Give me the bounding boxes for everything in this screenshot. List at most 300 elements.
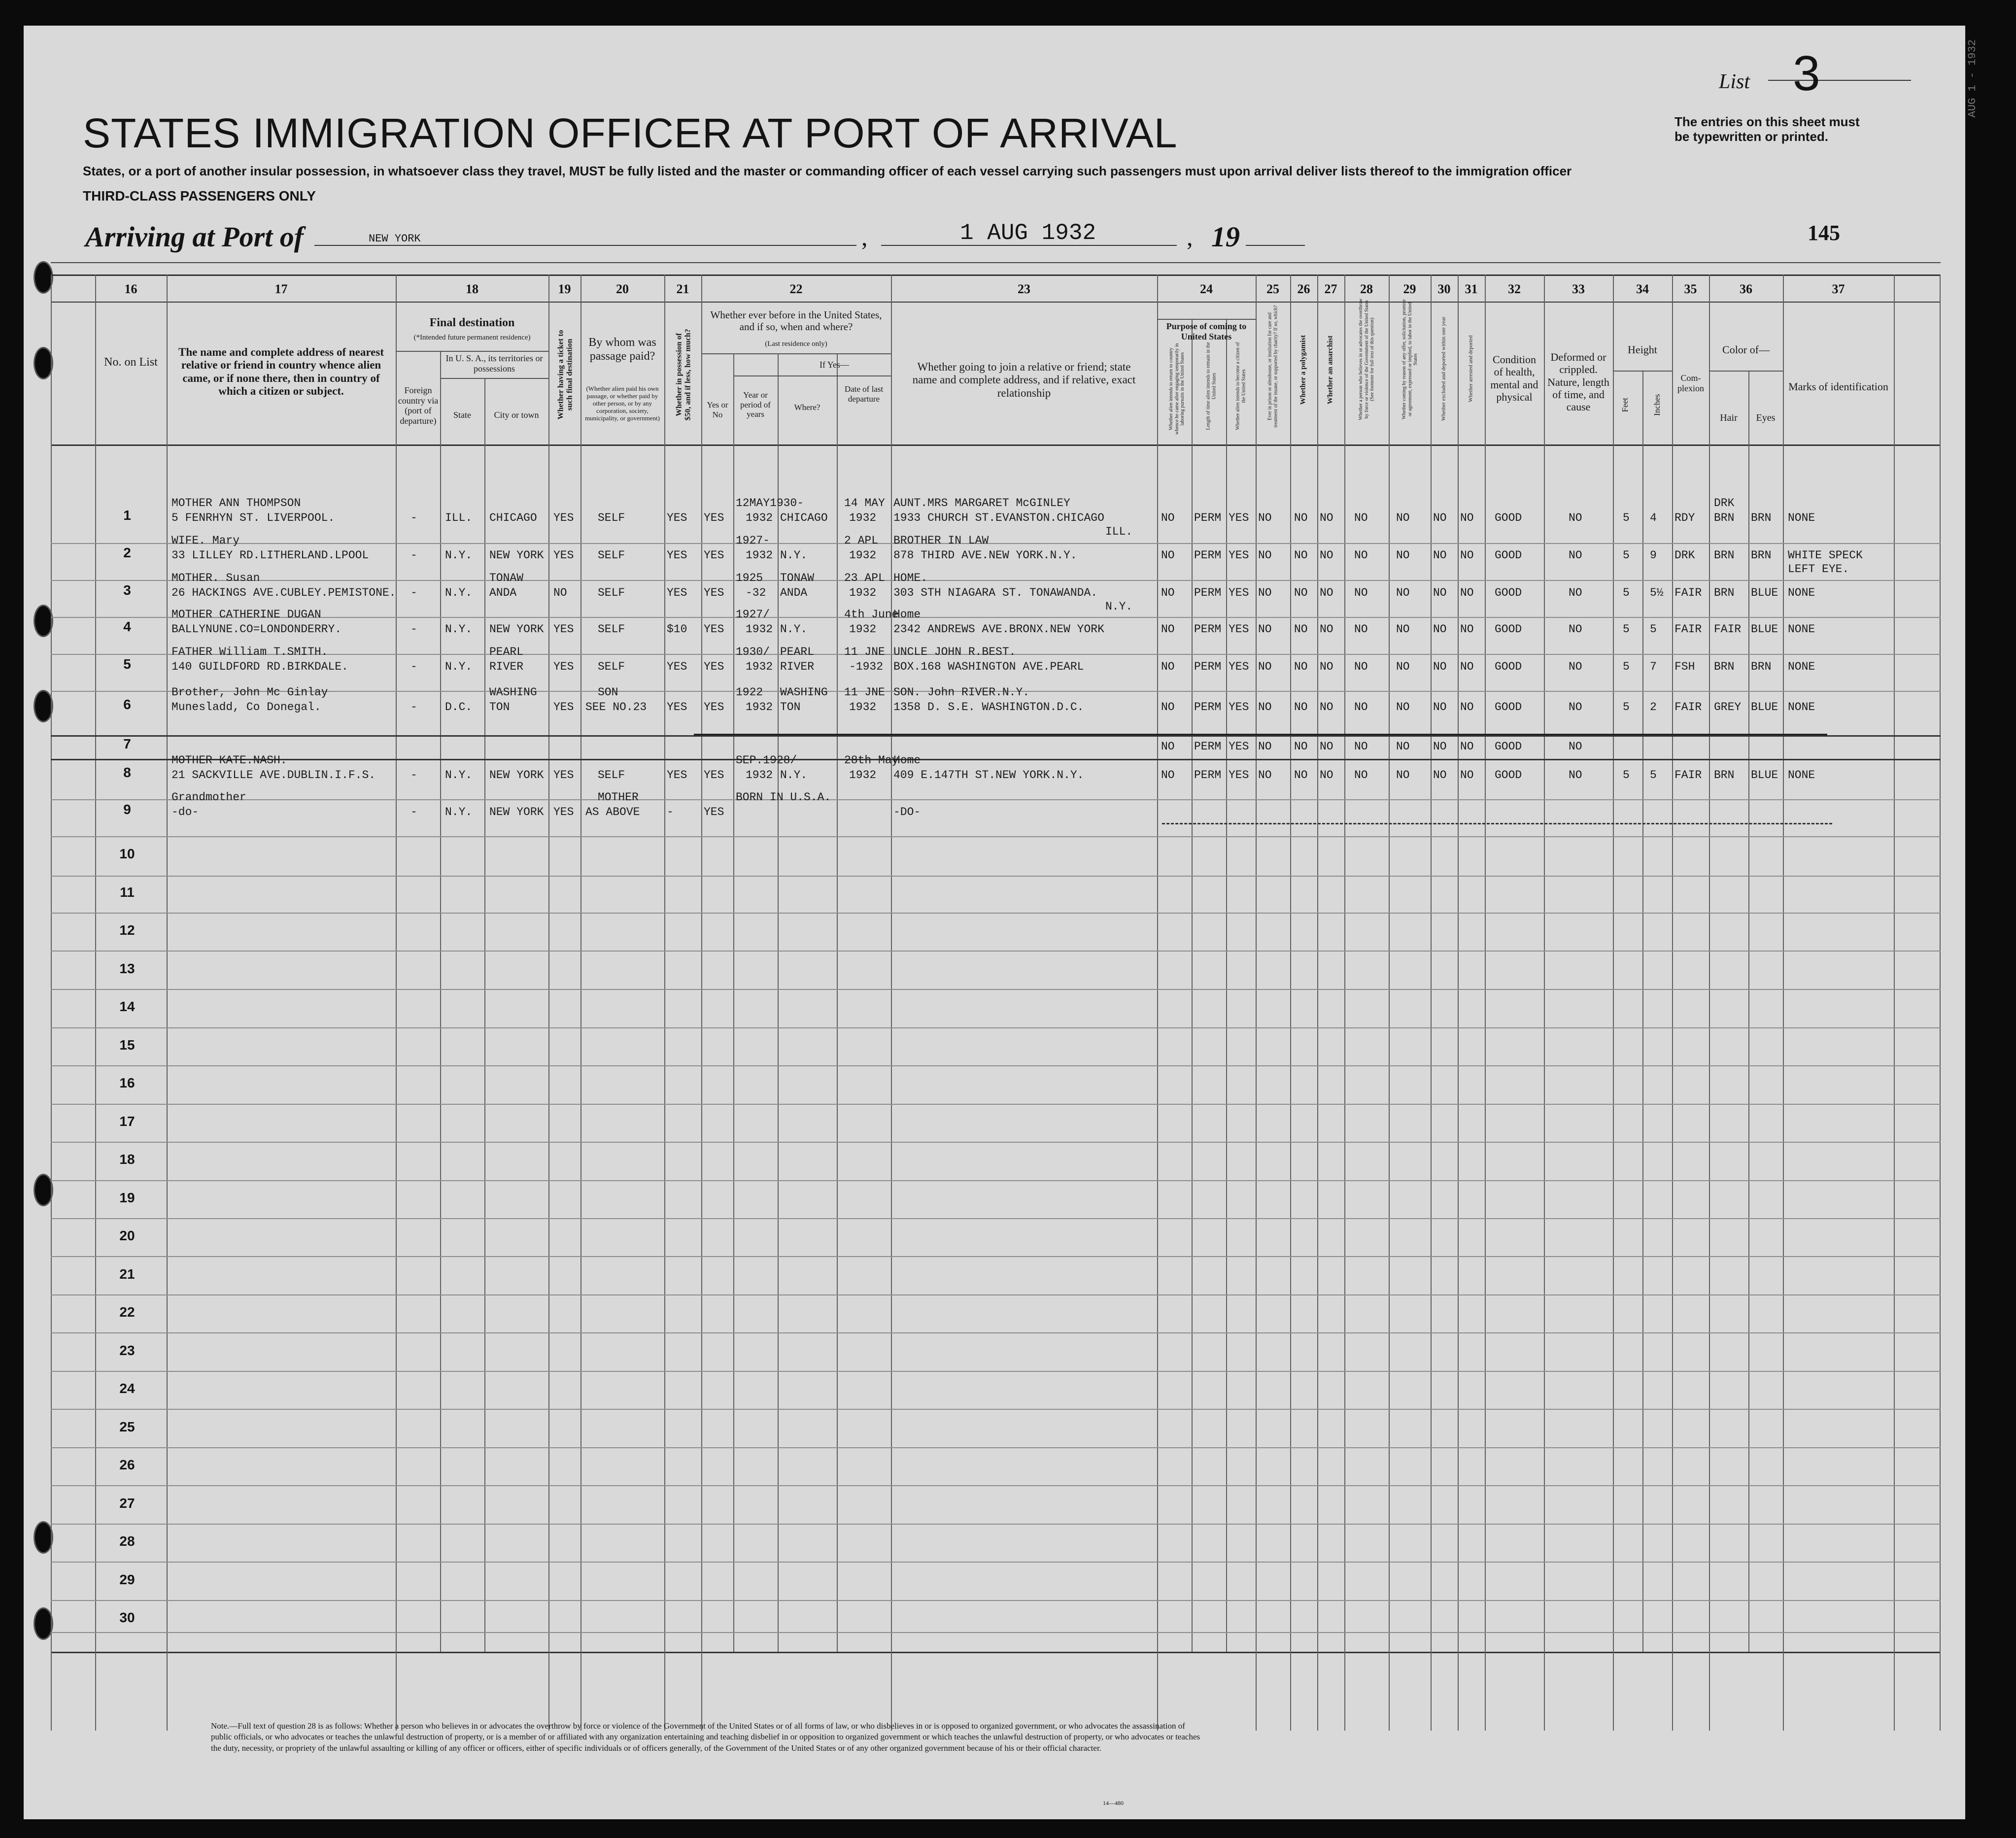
where-2: TON [780,701,801,714]
row-number: 22 [119,1304,135,1320]
years-2: 1932 [746,623,773,636]
header-q28: Whether a person who believes in or advocates the overthrow by force or violence of the Government of the United States (See footnote for full text of this question) [1358,298,1375,420]
joining-2: 303 STH NIAGARA ST. TONAWANDA. [893,586,1098,599]
years-2: 1932 [746,660,773,673]
header-eyes: Eyes [1756,412,1776,423]
header-purpose: Purpose of coming to United States [1166,321,1247,341]
col-num-23: 23 [1018,282,1030,296]
header-color-of: Color of— [1722,343,1770,356]
row-rule [51,989,1941,990]
p-a: NO [1161,769,1175,782]
header-city: City or town [494,410,539,420]
q28: NO [1354,586,1368,599]
col-num-31: 31 [1465,282,1478,296]
col-num-33: 33 [1572,282,1585,296]
col-rule [778,353,779,1652]
header-purpose-a: Whether alien intends to return to country whence he came after engaging temporarily in laboring pursuits in the United States [1168,343,1185,435]
ticket: YES [553,806,574,818]
row-rule [51,1447,1941,1448]
row-number: 8 [123,765,131,780]
year-underline [1246,245,1305,246]
col-rule [701,274,702,1731]
q31: NO [1460,511,1474,524]
city: TONAW [489,572,524,584]
q31: NO [1460,701,1474,714]
q30: NO [1433,769,1447,782]
passage-paid: SON [598,686,618,699]
header-marks: Marks of identification [1788,380,1888,393]
joining-2: 2342 ANDREWS AVE.BRONX.NEW YORK [893,623,1104,636]
possession-50: $10 [667,623,687,636]
passage-paid: SELF [598,660,625,673]
relative-name: Brother, John Mc Ginlay [171,686,328,699]
p-a: NO [1161,511,1175,524]
possession-50: YES [667,701,687,714]
col-rule [1485,274,1486,1731]
header-complexion: Com-plexion [1677,373,1704,393]
joining-3: ILL. [1105,525,1133,538]
hair-2: BRN [1714,511,1735,524]
header-condition: Condition of health, mental and physical [1490,353,1538,403]
complexion: FAIR [1674,623,1702,636]
q28: NO [1354,740,1368,753]
eyes: BRN [1751,660,1772,673]
health: GOOD [1495,623,1522,636]
eyes: BLUE [1751,769,1778,782]
relative-address: 140 GUILDFORD RD.BIRKDALE. [171,660,348,673]
col-rule [1389,274,1390,1731]
row-number: 17 [119,1113,135,1129]
row-number: 20 [119,1228,135,1243]
col-rule [1344,274,1345,1731]
where: TONAW [780,572,815,584]
header-in-usa: In U. S. A., its territories or possessions [445,353,543,374]
q30: NO [1433,660,1447,673]
col-rule [1642,371,1643,1652]
where: CHICAGO [780,511,828,524]
row-rule [51,617,1941,618]
entries-note-2: be typewritten or printed. [1674,129,1829,144]
row-rule [51,1218,1941,1219]
col-rule [548,274,549,1731]
q27: NO [1320,769,1333,782]
last-departure: 2 APL [844,534,879,547]
city: CHICAGO [489,511,537,524]
q27: NO [1320,740,1333,753]
passage-paid: MOTHER [598,791,639,804]
row-rule [51,1294,1941,1295]
header-polygamist: Whether a polygamist [1299,335,1307,405]
col-num-34: 34 [1636,282,1649,296]
subheader-rule [1157,319,1256,320]
row-number: 30 [119,1610,135,1625]
col-rule [1157,274,1158,1731]
col-num-24: 24 [1200,282,1213,296]
year-label: 19 [1211,221,1240,253]
q26: NO [1294,549,1308,562]
joining-1: HOME. [893,572,928,584]
hair-2: FAIR [1714,623,1742,636]
possession-50: - [667,806,674,818]
years: 1925 [736,572,763,584]
passage-paid-2: SEE NO.23 [585,701,647,714]
feet: 5 [1623,511,1630,524]
margin-stamp: AUG 1 - 1932 [1966,39,1979,118]
p-a: NO [1161,740,1175,753]
city: NEW YORK [489,549,544,562]
q26: NO [1294,660,1308,673]
eyes: BLUE [1751,586,1778,599]
state: N.Y. [445,586,473,599]
ever-before: YES [704,701,724,714]
possession-50: YES [667,549,687,562]
row-rule [51,543,1941,544]
p-b: PERM [1194,549,1222,562]
ticket: YES [553,660,574,673]
q25: NO [1258,740,1272,753]
row-rule [51,1524,1941,1525]
p-b: PERM [1194,623,1222,636]
q28: NO [1354,769,1368,782]
row-number: 2 [123,545,131,560]
date-stamp: 1 AUG 1932 [960,220,1096,246]
row7-strike-line [694,734,1827,735]
last-departure-2: 1932 [849,701,877,714]
years-2: 1932 [746,769,773,782]
eyes: BRN [1751,549,1772,562]
inches: 7 [1650,660,1657,673]
col-num-27: 27 [1324,282,1337,296]
row-number: 10 [119,846,135,861]
comma-sep: , [861,223,868,251]
where: N.Y. [780,623,808,636]
state: N.Y. [445,769,473,782]
header-final-destination-note: (*Intended future permanent residence) [413,334,531,341]
col-rule [1748,371,1749,1652]
inches: 5 [1650,623,1657,636]
joining-2: 878 THIRD AVE.NEW YORK.N.Y. [893,549,1077,562]
col-rule [1894,274,1895,1731]
state: N.Y. [445,660,473,673]
complexion: FAIR [1674,701,1702,714]
col-rule [1226,319,1227,1652]
relative-name: MOTHER KATE.NASH. [171,754,287,767]
header-anarchist: Whether an anarchist [1326,335,1334,405]
last-departure-2: 1932 [849,769,877,782]
inches: 4 [1650,511,1657,524]
list-number: 3 [1793,46,1820,101]
ever-before: YES [704,549,724,562]
foreign-country: - [410,586,417,599]
col-rule [1317,274,1318,1731]
deformed: NO [1569,740,1582,753]
header-inches: Inches [1652,394,1662,416]
row-number: 14 [119,999,135,1014]
p-b: PERM [1194,701,1222,714]
foreign-country: - [410,769,417,782]
dash-line [1162,823,1832,824]
col-rule [1192,319,1193,1652]
arriving-label: Arriving at Port of [85,221,304,253]
q30: NO [1433,586,1447,599]
row-rule [51,1409,1941,1410]
ticket: YES [553,549,574,562]
q26: NO [1294,740,1308,753]
marks: NONE [1788,769,1815,782]
q30: NO [1433,511,1447,524]
ever-before: YES [704,511,724,524]
q26: NO [1294,586,1308,599]
relative-address: -do- [171,806,199,818]
ticket: YES [553,769,574,782]
p-b: PERM [1194,586,1222,599]
page-number: 145 [1808,221,1840,245]
entries-note-1: The entries on this sheet must [1674,114,1860,129]
header-height: Height [1628,343,1657,356]
q26: NO [1294,701,1308,714]
p-b: PERM [1194,769,1222,782]
years: BORN IN U.S.A. [736,791,831,804]
row-rule [51,1632,1941,1633]
last-departure-2: 1932 [849,623,877,636]
relative-name: WIFE. Mary [171,534,240,547]
header-last-residence: (Last residence only) [765,340,827,348]
complexion: FAIR [1674,586,1702,599]
form-number: 14—480 [1103,1800,1124,1806]
q28: NO [1354,660,1368,673]
row-rule [51,1600,1941,1601]
q31: NO [1460,623,1474,636]
row-rule [51,1562,1941,1563]
city-2: ANDA [489,586,517,599]
hair-2: GREY [1714,701,1742,714]
feet: 5 [1623,701,1630,714]
complexion: RDY [1674,511,1695,524]
header-hair: Hair [1720,412,1738,423]
deformed: NO [1569,549,1582,562]
marks: NONE [1788,511,1815,524]
ever-before: YES [704,806,724,818]
p-a: NO [1161,623,1175,636]
q29: NO [1396,511,1410,524]
punch-hole [34,261,53,294]
col-rule [484,378,485,1652]
hair-2: BRN [1714,769,1735,782]
where-2: ANDA [780,586,808,599]
eyes: BLUE [1751,623,1778,636]
row-rule [51,799,1941,800]
row-number: 7 [123,736,131,751]
relative-address: 26 HACKINGS AVE.CUBLEY.PEMISTONE. [171,586,396,599]
inches: 5½ [1650,586,1664,599]
manifest-sheet [24,26,1965,1819]
city: NEW YORK [489,623,544,636]
row-rule [51,1485,1941,1486]
deformed: NO [1569,769,1582,782]
header-prison: Ever in prison or almshouse, or institution for care and treatment of the insane, or supported by charity? If so, which? [1267,305,1278,428]
q27: NO [1320,660,1333,673]
header-yes-no: Yes or No [707,400,728,419]
q25: NO [1258,701,1272,714]
punch-hole [34,1174,53,1206]
passage-paid: SELF [598,511,625,524]
joining-1: BROTHER IN LAW [893,534,989,547]
marks: NONE [1788,701,1815,714]
city: WASHING [489,686,537,699]
port-underline [314,245,856,246]
header-no-on-list: No. on List [104,356,158,369]
row-rule [51,913,1941,914]
p-c: YES [1229,740,1249,753]
q25: NO [1258,586,1272,599]
health: GOOD [1495,511,1522,524]
where-2: RIVER [780,660,815,673]
where: WASHING [780,686,828,699]
p-a: NO [1161,549,1175,562]
q25: NO [1258,511,1272,524]
marks: NONE [1788,660,1815,673]
row-number: 18 [119,1152,135,1167]
row-rule [51,759,1941,760]
where: N.Y. [780,549,808,562]
possession-50: YES [667,769,687,782]
p-c: YES [1229,549,1249,562]
row-rule [51,836,1941,837]
q27: NO [1320,701,1333,714]
city-2: RIVER [489,660,524,673]
row-rule [51,1027,1941,1028]
q26: NO [1294,623,1308,636]
row-rule [51,876,1941,877]
state: N.Y. [445,623,473,636]
header-state: State [453,410,471,420]
col-rule [1431,274,1432,1731]
passage-paid-2: AS ABOVE [585,806,640,818]
row-number: 29 [119,1571,135,1587]
q29: NO [1396,623,1410,636]
passage-paid: SELF [598,769,625,782]
q30: NO [1433,623,1447,636]
q27: NO [1320,623,1333,636]
city: PEARL [489,646,524,658]
deformed: NO [1569,660,1582,673]
col-num-30: 30 [1437,282,1451,296]
p-c: YES [1229,769,1249,782]
foreign-country: - [410,549,417,562]
q29: NO [1396,740,1410,753]
q26: NO [1294,511,1308,524]
q25: NO [1258,623,1272,636]
joining-1: AUNT.MRS MARGARET McGINLEY [893,497,1070,510]
relative-address: Munesladd, Co Donegal. [171,701,321,714]
inches: 2 [1650,701,1657,714]
row-number: 24 [119,1381,135,1396]
col-num-28: 28 [1360,282,1373,296]
punch-hole [34,1607,53,1640]
footnote-q28: Note.—Full text of question 28 is as follows: Whether a person who believes in or advocates the overthrow by force or violence of the Government of the United States or of all forms of law, or who disbelieves in or is opposed to organized government, or who advocates the assassination of public officials, or who advocates or teaches the unlawful destruction of property, or is a member of or affiliated with any organization entertaining and teaching disbelief in or opposition to organized government or which teaches the unlawful destruction of property, or who advocates or teaches the duty, necessity, or propriety of the unlawful assaulting or killing of any officer or officers, either of specific individuals or of officers generally, of the Government of the United States or of any other organized government because of his or their official character. [211,1721,1200,1753]
foreign-country: - [410,660,417,673]
q25: NO [1258,660,1272,673]
last-departure: 14 MAY [844,497,885,510]
state: ILL. [445,511,473,524]
class-note: THIRD-CLASS PASSENGERS ONLY [83,188,316,204]
col-num-16: 16 [124,282,137,296]
health: GOOD [1495,701,1522,714]
header-deformed: Deformed or crippled. Nature, length of time, and cause [1547,351,1609,413]
header-year-period: Year or period of years [740,390,771,419]
ticket: YES [553,511,574,524]
col-num-25: 25 [1266,282,1279,296]
relative-address: 5 FENRHYN ST. LIVERPOOL. [171,511,335,524]
passage-paid: SELF [598,586,625,599]
possession-50: YES [667,586,687,599]
relative-address: 21 SACKVILLE AVE.DUBLIN.I.F.S. [171,769,376,782]
q28: NO [1354,623,1368,636]
q29: NO [1396,769,1410,782]
col-num-20: 20 [616,282,629,296]
header-foreign-country: Foreign country via (port of departure) [398,385,439,426]
q25: NO [1258,549,1272,562]
subheader-rule [440,378,548,379]
hair-2: BRN [1714,549,1735,562]
col-rule [1783,274,1784,1731]
q31: NO [1460,586,1474,599]
p-a: NO [1161,701,1175,714]
feet: 5 [1623,769,1630,782]
deformed: NO [1569,586,1582,599]
ever-before: YES [704,660,724,673]
q31: NO [1460,740,1474,753]
col-rule [891,274,892,1731]
q30: NO [1433,740,1447,753]
years: SEP.1928/ [736,754,797,767]
row-number: 11 [120,884,135,900]
row-number: 13 [119,960,135,976]
table-header-rule [51,274,1941,276]
row-rule [51,1180,1941,1181]
last-departure-2: 1932 [849,511,877,524]
complexion: DRK [1674,549,1695,562]
q27: NO [1320,511,1333,524]
foreign-country: - [410,806,417,818]
col-rule [167,274,168,1731]
p-c: YES [1229,511,1249,524]
row-number: 23 [119,1342,135,1358]
col-rule [1940,274,1941,1731]
row-rule [51,1104,1941,1105]
marks: NONE [1788,586,1815,599]
state: D.C. [445,701,473,714]
deformed: NO [1569,623,1582,636]
last-departure-2: 1932 [849,586,877,599]
foreign-country: - [410,701,417,714]
joining-1: Home [893,754,921,767]
row-number: 21 [119,1266,135,1282]
last-departure: 11 JNE [844,646,885,658]
header-nearest-relative: The name and complete address of nearest relative or friend in country whence alien came, or if none there, then in country of which a citizen or subject. [178,346,384,398]
foreign-country: - [410,511,417,524]
possession-50: YES [667,511,687,524]
health: GOOD [1495,549,1522,562]
col-rule [1290,274,1291,1731]
col-num-21: 21 [676,282,689,296]
row-number: 26 [119,1457,135,1472]
row-rule [51,735,1941,737]
years-2: 1932 [746,701,773,714]
joining-1: Home [893,608,921,621]
punch-hole [34,605,53,637]
header-if-yes: If Yes— [819,360,849,370]
